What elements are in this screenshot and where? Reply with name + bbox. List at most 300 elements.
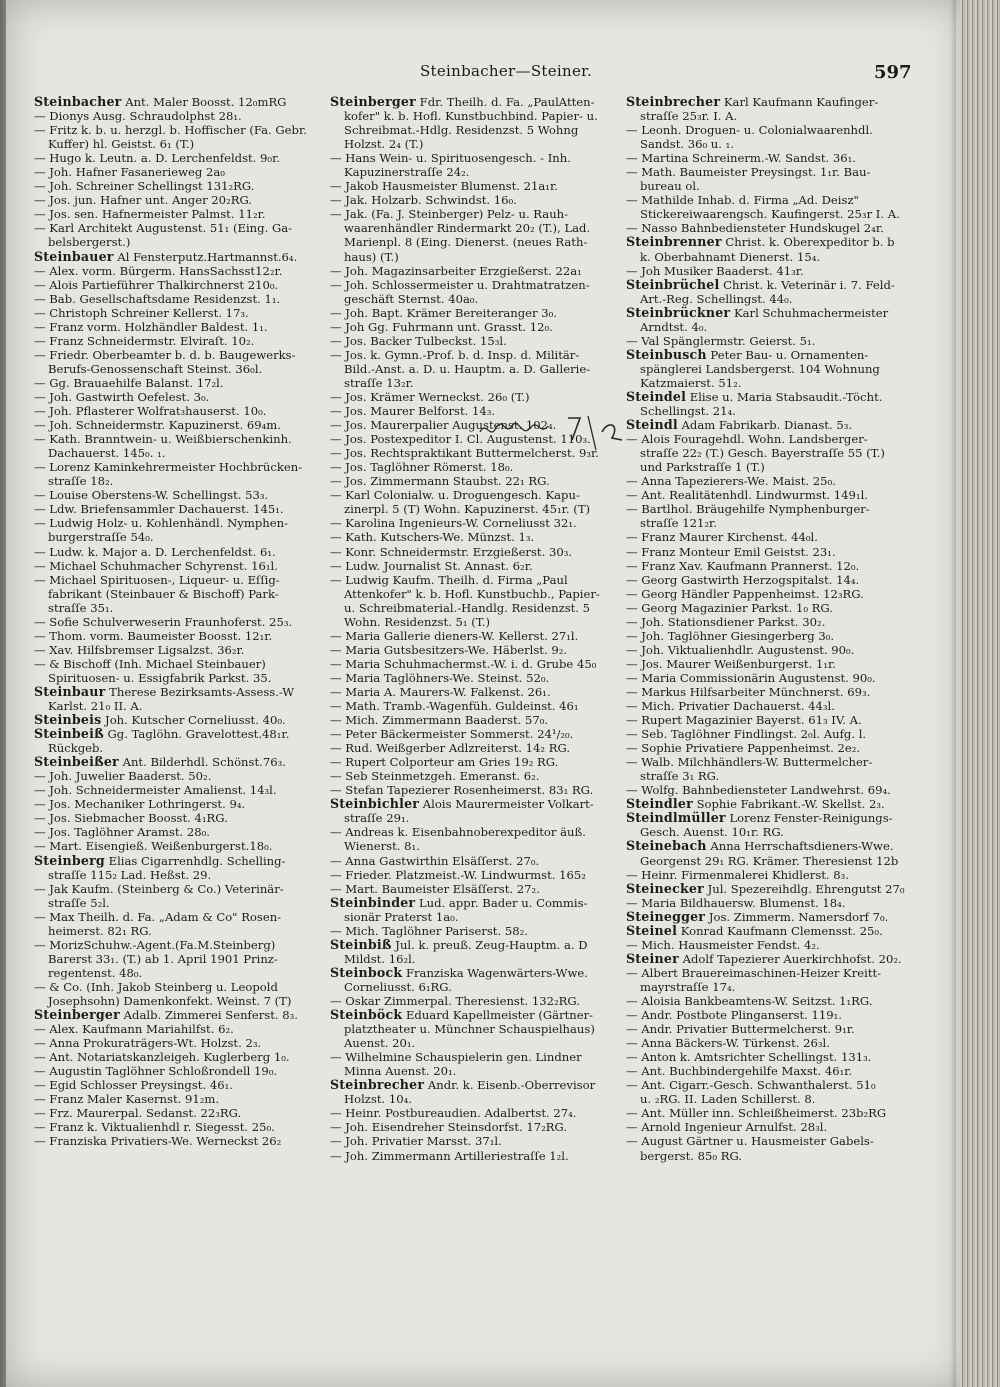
directory-entry: [34, 811, 320, 825]
directory-entry-continuation: [330, 587, 622, 601]
entry-text: Eduard Kapellmeister (Gärtner-: [402, 1008, 594, 1023]
surname-heading: Steinbichler: [330, 796, 420, 812]
entry-text: spänglerei Landsbergerst. 104 Wohnung: [640, 361, 880, 376]
entry-text: — Kath. Kutschers-We. Münzst. 1₃.: [330, 530, 535, 545]
entry-text: — Anna Bäckers-W. Türkenst. 26₃l.: [626, 1036, 830, 1051]
entry-text: — Kath. Branntwein- u. Weißbierschenkinh.: [34, 432, 292, 447]
entry-text: — Franz vorm. Holzhändler Baldest. 1₁.: [34, 319, 268, 334]
directory-entry: [626, 896, 916, 910]
directory-entry: [34, 629, 320, 643]
entry-text: — Joh. Eisendreher Steinsdorfst. 17₂RG.: [330, 1120, 568, 1135]
directory-entry: [330, 1050, 622, 1064]
surname-heading: Steinböck: [330, 1007, 403, 1023]
entry-text: — Franz Monteur Emil Geistst. 23₁.: [626, 544, 836, 559]
running-title: Steinbacher—Steiner.: [419, 62, 593, 80]
entry-text: — Andr. Privatier Buttermelcherst. 9₁r.: [626, 1022, 855, 1037]
entry-text: — Maria Gallerie dieners-W. Kellerst. 27₁l.: [330, 628, 579, 643]
entry-text: — Frieder. Platzmeist.-W. Lindwurmst. 165₂: [330, 867, 586, 882]
entry-text: — Michael Schuhmacher Schyrenst. 16₁l.: [34, 558, 278, 573]
directory-entry-continuation: [34, 446, 320, 460]
entry-text: — Markus Hilfsarbeiter Münchnerst. 69₃.: [626, 684, 871, 699]
surname-heading: Steinbeis: [34, 712, 102, 728]
entry-text: — Rupert Magazinier Bayerst. 61₃ IV. A.: [626, 713, 862, 728]
entry-text: Spirituosen- u. Essigfabrik Parkst. 35.: [48, 670, 272, 685]
directory-entry-continuation: [330, 1092, 622, 1106]
entry-text: burgerstraſſe 54₀.: [48, 530, 154, 545]
directory-entry-continuation: [626, 207, 916, 221]
entry-text: Fdr. Theilh. d. Fa. „PaulAtten-: [415, 95, 595, 109]
surname-heading: Steinbinder: [330, 894, 416, 910]
entry-text: — Oskar Zimmerpal. Theresienst. 132₂RG.: [330, 994, 580, 1008]
directory-entry: [330, 320, 622, 334]
directory-entry: [34, 292, 320, 306]
entry-text: Jos. Zimmerm. Namersdorf 7₀.: [705, 909, 889, 924]
directory-entry-surname: [626, 306, 916, 320]
directory-entry: [330, 264, 622, 278]
entry-text: — Stefan Tapezierer Rosenheimerst. 83₁ RG.: [330, 783, 594, 798]
surname-heading: Steinebach: [626, 838, 707, 854]
directory-entry: [626, 1134, 916, 1148]
entry-text: Corneliusst. 6₁RG.: [344, 979, 452, 994]
entry-text: — Karl Colonialw. u. Droguengesch. Kapu-: [330, 488, 580, 503]
directory-entry: [626, 727, 916, 741]
entry-text: bergerst. 85₀ RG.: [640, 1148, 742, 1163]
directory-entry-surname: [626, 95, 916, 109]
entry-text: — Martina Schreinerm.-W. Sandst. 36₁.: [626, 151, 856, 166]
entry-text: — Jos. Maurerpalier Augustenst. 102₄.: [330, 418, 557, 433]
directory-entry-continuation: [626, 137, 916, 151]
directory-entry-continuation: [34, 924, 320, 938]
entry-text: u. Schreibmaterial.-Handlg. Residenzst. 5: [344, 600, 591, 615]
surname-heading: Steinbrüchel: [626, 276, 720, 292]
directory-entry: [330, 882, 622, 896]
surname-heading: Steinbeiß: [34, 726, 104, 742]
directory-entry: [34, 769, 320, 783]
entry-text: — Joh Gg. Fuhrmann unt. Grasst. 12₀.: [330, 319, 553, 334]
entry-text: — Jos. sen. Hafnermeister Palmst. 11₂r.: [34, 207, 266, 222]
surname-heading: Steinbacher: [34, 95, 122, 109]
entry-text: und Parkstraſſe 1 (T.): [640, 460, 765, 475]
directory-entry: [626, 432, 916, 446]
directory-entry-continuation: [626, 292, 916, 306]
directory-entry: [330, 460, 622, 474]
directory-entry: [330, 193, 622, 207]
directory-entry: [330, 334, 622, 348]
entry-text: — Jak. Holzarb. Schwindst. 16₀.: [330, 193, 517, 208]
entry-text: — Georg Händler Pappenheimst. 12₃RG.: [626, 586, 864, 601]
entry-text: Jul. Spezereihdlg. Ehrengutst 27₀: [703, 881, 905, 896]
directory-entry-surname: [626, 924, 916, 938]
entry-text: — Joh. Juwelier Baaderst. 50₂.: [34, 769, 212, 784]
directory-entry-continuation: [34, 587, 320, 601]
entry-text: — Val Spänglermstr. Geierst. 5₁.: [626, 333, 816, 348]
directory-entry: [330, 306, 622, 320]
page-header: [6, 62, 966, 86]
directory-entry: [626, 264, 916, 278]
directory-entry-continuation: [626, 362, 916, 376]
directory-entry: [330, 825, 622, 839]
directory-entry: [34, 123, 320, 137]
surname-heading: Steinberger: [330, 95, 416, 109]
directory-entry: [34, 980, 320, 994]
entry-text: — Ldw. Briefensammler Dachauerst. 145₁.: [34, 502, 284, 517]
entry-text: — Joh. Schlossermeister u. Drahtmatratzen-: [330, 277, 590, 292]
entry-text: — Sofie Schulverweserin Fraunhoferst. 25₃.: [34, 614, 293, 629]
directory-entry-continuation: [330, 952, 622, 966]
entry-text: Ant. Maler Boosst. 12₀mRG: [121, 95, 287, 109]
entry-text: — Nasso Bahnbediensteter Hundskugel 2₄r.: [626, 221, 884, 236]
entry-text: Adalb. Zimmerei Senferst. 8₃.: [119, 1008, 298, 1023]
directory-entry-continuation: [330, 376, 622, 390]
entry-text: k. Oberbahnamt Dienerst. 15₄.: [640, 249, 821, 264]
directory-entry: [34, 1022, 320, 1036]
directory-entry: [34, 390, 320, 404]
page-number: 597: [874, 62, 912, 83]
entry-text: Adam Fabrikarb. Dianast. 5₃.: [677, 418, 853, 433]
entry-text: — Mich. Taglöhner Pariserst. 58₂.: [330, 923, 528, 938]
directory-entry: [34, 334, 320, 348]
directory-entry-surname: [34, 755, 320, 769]
entry-text: — Karl Architekt Augustenst. 51₁ (Eing. Ga-: [34, 221, 293, 236]
directory-entry-continuation: [626, 250, 916, 264]
entry-text: — Dionys Ausg. Schraudolphst 28₁.: [34, 109, 242, 124]
entry-text: belsbergerst.): [48, 235, 131, 250]
directory-entry: [626, 334, 916, 348]
entry-text: — Andr. Postbote Plinganserst. 119₁.: [626, 1008, 842, 1023]
entry-text: — Walb. Milchhändlers-W. Buttermelcher-: [626, 755, 873, 770]
directory-entry-surname: [626, 839, 916, 853]
entry-text: fabrikant (Steinbauer & Bischoff) Park-: [48, 586, 279, 601]
entry-text: — Mathilde Inhab. d. Firma „Ad. Deisz": [626, 193, 859, 208]
entry-text: Josephsohn) Damenkonfekt. Weinst. 7 (T): [48, 994, 292, 1008]
entry-text: — Maria Bildhauersw. Blumenst. 18₄.: [626, 895, 846, 910]
entry-text: — & Co. (Inh. Jakob Steinberg u. Leopold: [34, 979, 278, 994]
entry-text: Andr. k. Eisenb.-Oberrevisor: [424, 1078, 596, 1093]
directory-entry: [330, 727, 622, 741]
entry-text: — Sophie Privatiere Pappenheimst. 2e₂.: [626, 741, 861, 756]
directory-entry: [626, 671, 916, 685]
entry-text: — Jak. (Fa. J. Steinberger) Pelz- u. Rauh-: [330, 207, 569, 222]
entry-text: kofer" k. b. Hofl. Kunstbuchbind. Papier- u.: [344, 109, 598, 124]
directory-entry-continuation: [626, 460, 916, 474]
directory-entry-continuation: [626, 516, 916, 530]
directory-entry: [330, 629, 622, 643]
entry-text: Al Fensterputz.Hartmannst.6₄.: [113, 249, 298, 264]
entry-text: platztheater u. Münchner Schauspielhaus): [344, 1022, 595, 1037]
entry-text: — Ant. Buchbindergehilfe Maxst. 46₁r.: [626, 1064, 853, 1079]
entry-text: — Jos. Rechtspraktikant Buttermelcherst. 9₃r.: [330, 446, 599, 461]
entry-text: Elise u. Maria Stabsaudit.-Töcht.: [686, 389, 883, 404]
entry-text: — Ant. Cigarr.-Gesch. Schwanthalerst. 51₀: [626, 1078, 876, 1093]
directory-entry-continuation: [34, 235, 320, 249]
entry-text: Gesch. Auenst. 10₁r. RG.: [640, 825, 784, 840]
directory-entry: [34, 376, 320, 390]
entry-text: Christ. k. Oberexpeditor b. b: [721, 235, 895, 250]
directory-entry: [34, 910, 320, 924]
entry-text: Jul. k. preuß. Zeug-Hauptm. a. D: [391, 937, 588, 952]
directory-entry: [34, 264, 320, 278]
entry-text: — Max Theilh. d. Fa. „Adam & Co" Rosen-: [34, 909, 282, 924]
entry-text: — Joh. Zimmermann Artilleriestraſſe 1₂l.: [330, 1148, 569, 1163]
directory-entry: [626, 657, 916, 671]
directory-entry: [330, 573, 622, 587]
directory-entry: [34, 545, 320, 559]
directory-entry: [330, 348, 622, 362]
directory-entry-continuation: [330, 839, 622, 853]
entry-text: — Louise Oberstens-W. Schellingst. 53₃.: [34, 488, 269, 503]
directory-entry: [330, 1149, 622, 1163]
entry-text: Katzmaierst. 51₂.: [640, 375, 742, 390]
directory-entry: [330, 545, 622, 559]
directory-entry: [330, 207, 622, 221]
surname-heading: Steinecker: [626, 880, 704, 896]
entry-text: — Friedr. Oberbeamter b. d. b. Baugewerks-: [34, 347, 296, 362]
directory-entry-surname: [626, 418, 916, 432]
directory-entry: [330, 530, 622, 544]
directory-entry: [34, 207, 320, 221]
directory-entry: [330, 516, 622, 530]
directory-entry-continuation: [626, 109, 916, 123]
directory-entry: [330, 1120, 622, 1134]
surname-heading: Steinberger: [34, 1007, 120, 1023]
directory-entry-surname: [626, 235, 916, 249]
directory-entry-continuation: [34, 868, 320, 882]
directory-entry: [626, 123, 916, 137]
directory-entry: [626, 629, 916, 643]
directory-entry-surname: [626, 797, 916, 811]
entry-text: — Mich. Hausmeister Fendst. 4₂.: [626, 937, 820, 952]
entry-text: straſſe 121₂r.: [640, 516, 717, 531]
entry-text: Elias Cigarrenhdlg. Schelling-: [104, 853, 286, 868]
directory-entry-surname: [34, 95, 320, 109]
entry-text: Schreibmat.-Hdlg. Residenzst. 5 Wohng: [344, 123, 579, 138]
entry-text: — Maria Schuhmachermst.-W. i. d. Grube 45₀: [330, 656, 597, 671]
directory-entry-surname: [626, 278, 916, 292]
surname-heading: Steinbrückner: [626, 304, 731, 320]
surname-heading: Steindlmüller: [626, 810, 726, 826]
directory-entry-continuation: [330, 1064, 622, 1078]
entry-text: — Joh. Stationsdiener Parkst. 30₂.: [626, 614, 826, 629]
entry-text: — Heinr. Firmenmalerei Khidlerst. 8₃.: [626, 867, 850, 882]
surname-heading: Steinbusch: [626, 346, 707, 362]
directory-entry-continuation: [626, 1092, 916, 1106]
directory-entry: [34, 278, 320, 292]
directory-entry-surname: [626, 390, 916, 404]
entry-text: Wienerst. 8₁.: [344, 839, 420, 854]
entry-text: straſſe 35₁.: [48, 600, 114, 615]
surname-heading: Steinbaur: [34, 683, 106, 699]
directory-entry: [330, 179, 622, 193]
directory-entry: [34, 882, 320, 896]
entry-text: straſſe 25₃r. I. A.: [640, 109, 738, 124]
directory-entry-surname: [330, 797, 622, 811]
entry-text: — Leonh. Droguen- u. Colonialwaarenhdl.: [626, 123, 873, 138]
surname-heading: Steinel: [626, 922, 678, 938]
directory-entry-surname: [626, 910, 916, 924]
surname-heading: Steindler: [626, 796, 693, 812]
entry-text: Attenkofer" k. b. Hofl. Kunstbuchb., Papier-: [344, 586, 600, 601]
entry-text: — August Gärtner u. Hausmeister Gabels-: [626, 1134, 874, 1149]
page-edge-shadow: [950, 0, 956, 1387]
directory-entry-continuation: [626, 980, 916, 994]
entry-text: haus) (T.): [344, 249, 399, 264]
directory-entry-continuation: [34, 530, 320, 544]
entry-text: — Maria Gutsbesitzers-We. Häberlst. 9₂.: [330, 642, 568, 657]
directory-entry-continuation: [330, 109, 622, 123]
entry-text: — Franz Maler Kasernst. 91₂m.: [34, 1092, 220, 1107]
directory-entry: [626, 502, 916, 516]
column-middle: [330, 95, 622, 1163]
directory-entry-continuation: [626, 769, 916, 783]
directory-entry: [626, 1078, 916, 1092]
directory-entry: [330, 1134, 622, 1148]
entry-text: — Jos. k. Gymn.-Prof. b. d. Insp. d. Militär-: [330, 347, 580, 362]
directory-entry-surname: [626, 882, 916, 896]
entry-text: Therese Bezirksamts-Assess.-W: [105, 684, 295, 699]
entry-text: — Bartlhol. Bräugehilfe Nymphenburger-: [626, 502, 870, 517]
directory-entry-surname: [34, 713, 320, 727]
entry-text: — Franz Maurer Kirchenst. 44₀l.: [626, 530, 818, 545]
directory-entry: [330, 559, 622, 573]
entry-text: — Ludw. Journalist St. Annast. 6₂r.: [330, 558, 533, 573]
directory-entry: [330, 643, 622, 657]
entry-text: Kuffer) hl. Geistst. 6₁ (T.): [48, 137, 195, 152]
entry-text: — Mart. Eisengieß. Weißenburgerst.18₀.: [34, 839, 273, 854]
directory-entry-continuation: [34, 699, 320, 713]
entry-text: — Seb Steinmetzgeh. Emeranst. 6₂.: [330, 769, 540, 784]
directory-entry: [330, 783, 622, 797]
entry-text: Auenst. 20₁.: [344, 1036, 416, 1051]
surname-heading: Steiner: [626, 950, 679, 966]
directory-entry: [34, 938, 320, 952]
directory-entry: [330, 474, 622, 488]
entry-text: — Anton k. Amtsrichter Schellingst. 131₃.: [626, 1050, 872, 1065]
entry-text: geschäft Sternst. 40a₀.: [344, 291, 479, 306]
surname-heading: Steinbauer: [34, 248, 114, 264]
surname-heading: Steinberg: [34, 852, 105, 868]
entry-text: Barerst 33₁. (T.) ab 1. April 1901 Prinz-: [48, 951, 278, 966]
directory-entry-surname: [330, 95, 622, 109]
entry-text: Minna Auenst. 20₁.: [344, 1064, 457, 1079]
directory-entry: [626, 587, 916, 601]
directory-entry: [626, 1036, 916, 1050]
entry-text: Arndtst. 4₀.: [640, 319, 708, 334]
directory-entry: [330, 868, 622, 882]
directory-entry-surname: [626, 952, 916, 966]
entry-text: — Franziska Privatiers-We. Werneckst 26₂: [34, 1134, 282, 1149]
entry-text: — Mich. Privatier Dachauerst. 44₃l.: [626, 699, 835, 714]
entry-text: — Ludwig Kaufm. Theilh. d. Firma „Paul: [330, 572, 568, 587]
entry-text: — Jos. Taglöhner Aramst. 28₀.: [34, 825, 210, 840]
directory-entry-continuation: [330, 221, 622, 235]
directory-entry: [34, 1120, 320, 1134]
entry-text: Marienpl. 8 (Eing. Dienerst. (neues Rath-: [344, 235, 588, 250]
entry-text: zinerpl. 5 (T) Wohn. Kapuzinerst. 45₁r. (T): [344, 502, 591, 517]
directory-entry: [626, 699, 916, 713]
entry-text: straſſe 3₁ RG.: [640, 769, 720, 784]
directory-entry-continuation: [626, 854, 916, 868]
surname-heading: Steinbrenner: [626, 234, 722, 250]
directory-entry: [626, 643, 916, 657]
entry-text: — Jos. Postexpeditor I. Cl. Augustenst. 110₃.: [330, 432, 591, 447]
directory-entry: [34, 306, 320, 320]
directory-entry: [34, 797, 320, 811]
directory-entry: [330, 699, 622, 713]
directory-entry-surname: [330, 938, 622, 952]
entry-text: — Christoph Schreiner Kellerst. 17₃.: [34, 305, 249, 320]
directory-entry: [626, 1120, 916, 1134]
entry-text: — Rupert Colporteur am Gries 19₂ RG.: [330, 755, 559, 770]
entry-text: — Franz Xav. Kaufmann Prannerst. 12₀.: [626, 558, 860, 573]
directory-entry-continuation: [330, 1036, 622, 1050]
entry-text: — Maria Taglöhners-We. Steinst. 52₀.: [330, 670, 550, 685]
entry-text: Alois Maurermeister Volkart-: [419, 797, 594, 812]
entry-text: Anna Herrschaftsdieners-Wwe.: [706, 839, 894, 854]
entry-text: — Joh. Bapt. Krämer Bereiteranger 3₀.: [330, 305, 557, 320]
entry-text: — Jos. Taglöhner Römerst. 18₀.: [330, 460, 514, 475]
entry-text: straſſe 29₁.: [344, 811, 410, 826]
entry-text: u. ₂RG. II. Laden Schillerst. 8.: [640, 1092, 816, 1107]
directory-entry: [34, 516, 320, 530]
directory-entry: [34, 643, 320, 657]
entry-text: Lorenz Fenster-Reinigungs-: [725, 811, 893, 826]
entry-text: — Konr. Schneidermstr. Erzgießerst. 30₃.: [330, 544, 573, 559]
directory-entry-continuation: [626, 320, 916, 334]
directory-entry: [34, 1064, 320, 1078]
directory-entry: [330, 769, 622, 783]
entry-text: heimerst. 82₁ RG.: [48, 923, 152, 938]
entry-text: Peter Bau- u. Ornamenten-: [706, 347, 869, 362]
entry-text: — Math. Baumeister Preysingst. 1₁r. Bau-: [626, 165, 871, 180]
entry-text: bureau ol.: [640, 179, 700, 194]
directory-entry: [626, 1008, 916, 1022]
entry-text: — Rud. Weißgerber Adlzreiterst. 14₂ RG.: [330, 741, 570, 756]
entry-text: straſſe 18₂.: [48, 474, 114, 489]
entry-text: — Aloisia Bankbeamtens-W. Seitzst. 1₁RG.: [626, 994, 873, 1008]
directory-entry-surname: [626, 348, 916, 362]
entry-text: — Mart. Baumeister Elsäſſerst. 27₂.: [330, 881, 540, 896]
directory-entry: [34, 657, 320, 671]
entry-text: Holzst. 2₄ (T.): [344, 137, 424, 152]
directory-entry-continuation: [330, 362, 622, 376]
directory-entry: [626, 966, 916, 980]
directory-entry-continuation: [34, 966, 320, 980]
entry-text: — Joh Musiker Baaderst. 41₃r.: [626, 263, 804, 278]
directory-entry: [626, 193, 916, 207]
directory-entry-surname: [330, 1078, 622, 1092]
entry-text: — & Bischoff (Inh. Michael Steinbauer): [34, 656, 266, 671]
directory-entry-surname: [34, 854, 320, 868]
entry-text: — Arnold Ingenieur Arnulfst. 28₃l.: [626, 1120, 828, 1135]
directory-entry-surname: [34, 685, 320, 699]
entry-text: sionär Praterst 1a₀.: [344, 909, 459, 924]
entry-text: Adolf Tapezierer Auerkirchhofst. 20₂.: [678, 951, 902, 966]
directory-entry: [626, 488, 916, 502]
directory-entry: [626, 545, 916, 559]
entry-text: — Joh. Pflasterer Wolfrat₃hauserst. 10₀.: [34, 404, 267, 419]
entry-text: — Franz Schneidermstr. Elviraſt. 10₂.: [34, 333, 255, 348]
directory-entry-continuation: [626, 825, 916, 839]
surname-heading: Steinegger: [626, 908, 706, 924]
directory-entry: [34, 502, 320, 516]
entry-text: — Joh. Magazinsarbeiter Erzgießerst. 22a₁: [330, 263, 582, 278]
entry-text: — Joh. Taglöhner Giesingerberg 3₀.: [626, 628, 835, 643]
entry-text: — Hans Wein- u. Spirituosengesch. - Inh.: [330, 151, 571, 166]
directory-entry: [34, 404, 320, 418]
entry-text: — Anna Prokuraträgers-Wt. Holzst. 2₃.: [34, 1036, 262, 1051]
directory-entry: [626, 994, 916, 1008]
entry-text: Karlst. 21₀ II. A.: [48, 699, 143, 714]
